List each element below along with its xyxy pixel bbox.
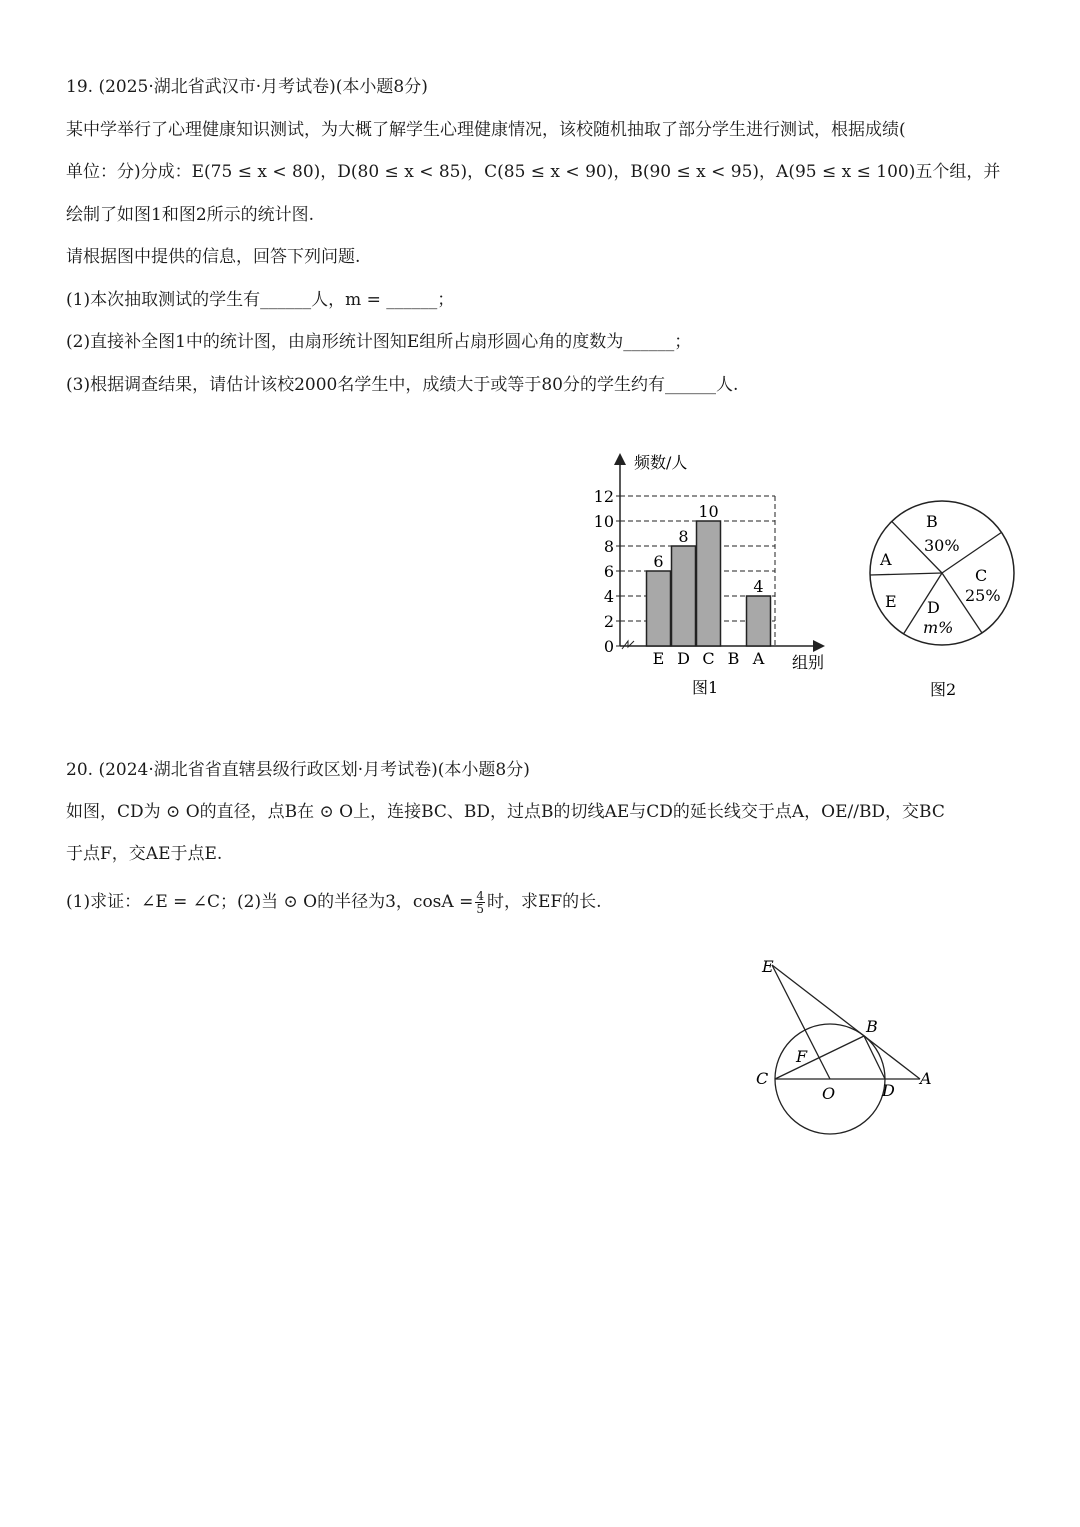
bar-chart-figure1 (590, 448, 840, 708)
pie-pct-d: m% (923, 618, 954, 637)
q19-header: 19. (2025·湖北省武汉市·月考试卷)(本小题8分) (66, 77, 428, 97)
fraction-numerator: 4 (476, 889, 484, 903)
pie-label-c: C (975, 566, 988, 585)
x-tick-label: A (752, 649, 765, 668)
point-label-a: A (920, 1069, 932, 1088)
q19-para2: 单位：分)分成：E(75 ≤ x < 80)，D(80 ≤ x < 85)，C(85 ≤ x < 90)，B(90 ≤ x < 95)，A(95 ≤ x ≤ 100)五个组，并 (66, 162, 1001, 182)
y-tick-label: 4 (603, 587, 614, 606)
bar-D (672, 546, 696, 646)
bar-value-label: 6 (653, 552, 664, 571)
q20-para1: 如图，CD为 ⊙ O的直径，点B在 ⊙ O上，连接BC、BD，过点B的切线AE与CD的延长线交于点A，OE//BD，交BC (66, 802, 945, 822)
segment-ea (772, 965, 920, 1079)
segment-bd (864, 1036, 885, 1079)
q20-para2: 于点F，交AE于点E. (66, 844, 223, 864)
x-tick-label: E (652, 649, 665, 668)
figure2-caption: 图2 (930, 680, 957, 699)
q20-question-part1: (1)求证：∠E = ∠C；(2)当 ⊙ O的半径为3，cosA = (66, 892, 474, 912)
bar-A (747, 596, 771, 646)
pie-label-a: A (880, 550, 892, 569)
bar-E (647, 571, 671, 646)
y-tick-label: 8 (603, 537, 614, 556)
pie-pct-c: 25% (965, 586, 1001, 605)
x-tick-label: C (702, 649, 715, 668)
bar-value-label: 4 (753, 577, 764, 596)
point-label-e: E (762, 957, 774, 976)
point-label-o: O (822, 1084, 836, 1103)
y-tick-label: 2 (603, 612, 614, 631)
point-label-f: F (796, 1047, 808, 1066)
q20-header: 20. (2024·湖北省省直辖县级行政区划·月考试卷)(本小题8分) (66, 760, 530, 780)
point-label-c: C (756, 1069, 769, 1088)
q20-question-part2: 时，求EF的长. (486, 892, 602, 912)
y-tick-label: 10 (593, 512, 614, 531)
pie-label-b: B (926, 512, 938, 531)
q19-sub3: (3)根据调查结果，请估计该校2000名学生中，成绩大于或等于80分的学生约有______人. (66, 375, 739, 395)
bar-value-label: 10 (698, 502, 719, 521)
fraction-denominator: 5 (476, 902, 484, 916)
pie-label-d: D (927, 598, 940, 617)
y-tick-label: 0 (603, 637, 614, 656)
q19-prompt: 请根据图中提供的信息，回答下列问题. (66, 247, 361, 267)
point-label-b: B (866, 1017, 878, 1036)
bar-C (697, 521, 721, 646)
x-tick-label: D (677, 649, 690, 668)
q19-sub2: (2)直接补全图1中的统计图，由扇形统计图知E组所占扇形圆心角的度数为______； (66, 332, 692, 352)
q19-para1: 某中学举行了心理健康知识测试，为大概了解学生心理健康情况，该校随机抽取了部分学生进行测试，根据成绩( (66, 120, 906, 140)
axis-break-mark (622, 641, 634, 649)
y-tick-label: 6 (603, 562, 614, 581)
q19-sub1: (1)本次抽取测试的学生有______人，m = ______； (66, 290, 455, 310)
pie-label-e: E (885, 592, 897, 611)
point-label-d: D (882, 1081, 895, 1100)
pie-pct-b: 30% (924, 536, 960, 555)
q19-para3: 绘制了如图1和图2所示的统计图. (66, 205, 315, 225)
x-axis-label: 组别 (792, 653, 825, 672)
figure1-caption: 图1 (692, 678, 719, 697)
pie-chart-figure2 (860, 495, 1030, 710)
cos-fraction (475, 890, 485, 915)
y-tick-label: 12 (593, 487, 614, 506)
x-tick-label: B (727, 649, 740, 668)
q20-question (66, 890, 602, 915)
geometry-figure (750, 950, 950, 1145)
y-axis-label: 频数/人 (634, 453, 688, 472)
bar-value-label: 8 (678, 527, 689, 546)
